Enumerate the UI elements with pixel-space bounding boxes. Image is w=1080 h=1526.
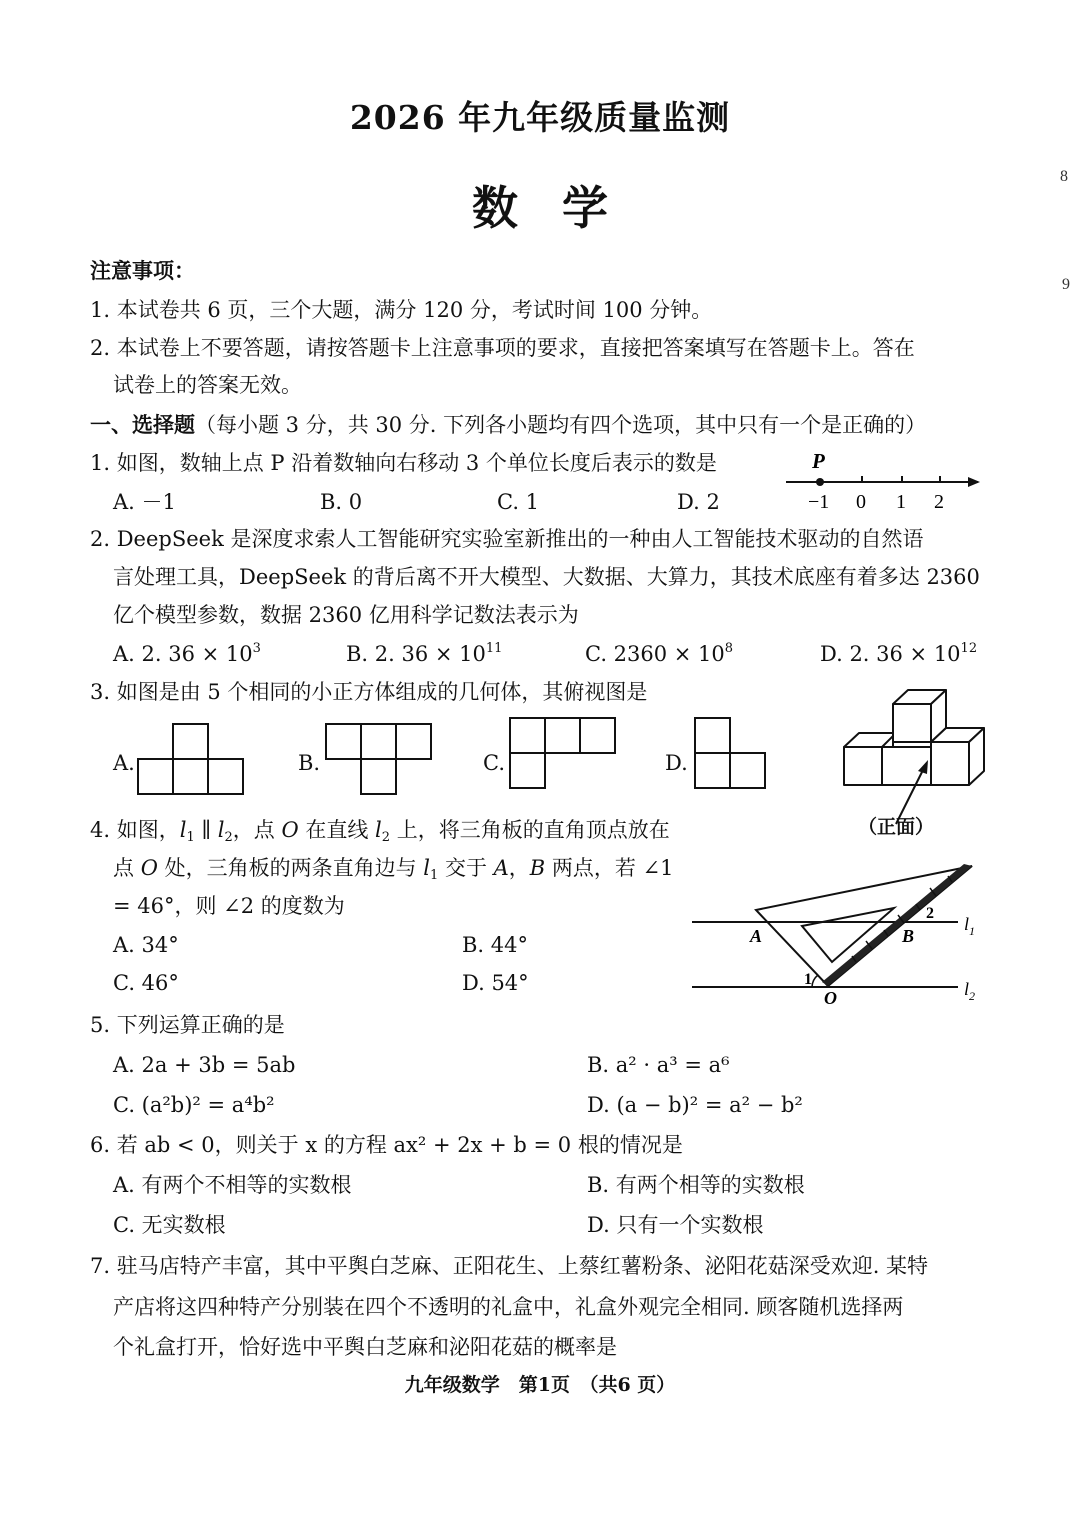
angle-1-label: 1	[804, 971, 812, 988]
question-6-stem: 6. 若 ab < 0，则关于 x 的方程 ax² + 2x + b = 0 根的情况是	[90, 1133, 683, 1157]
q2-option-d: D. 2. $36 \times 10^{12}$	[820, 641, 978, 666]
notice-item: 1. 本试卷共 6 页，三个大题，满分 120 分，考试时间 100 分钟。	[90, 298, 713, 322]
q1-option-b: B. 0	[320, 490, 363, 514]
front-view-label: （正面）	[858, 816, 935, 838]
notice-item: 试卷上的答案无效。	[113, 373, 302, 397]
exam-title: 2026 年九年级质量监测	[349, 98, 731, 137]
q5-option-b: B. a² · a³ = a⁶	[587, 1053, 730, 1077]
subject-title: 数 学	[471, 181, 608, 235]
l2-label: $l_2$	[964, 979, 976, 1003]
q6-option-a: A. 有两个不相等的实数根	[113, 1173, 352, 1197]
q3-option-a-figure	[136, 722, 248, 798]
question-1-stem: 1. 如图，数轴上点 P 沿着数轴向右移动 3 个单位长度后表示的数是	[90, 451, 717, 475]
q3-option-c-label: C.	[483, 751, 505, 775]
q3-option-b-label: B.	[298, 751, 321, 775]
notice-item: 2. 本试卷上不要答题，请按答题卡上注意事项的要求，直接把答案填写在答题卡上。答在	[90, 336, 915, 360]
l1-label: $l_1$	[964, 914, 976, 938]
q5-option-c: C. (a²b)² = a⁴b²	[113, 1093, 275, 1117]
notice-heading: 注意事项：	[90, 258, 195, 283]
q3-option-a-label: A.	[113, 751, 135, 775]
point-p	[816, 478, 824, 486]
q4-option-a: A. 34°	[113, 933, 179, 957]
edge-mark: 8	[1060, 168, 1068, 185]
number-line-figure	[780, 446, 990, 516]
section-title: 一、选择题	[90, 412, 195, 437]
tick-label: 2	[934, 491, 944, 513]
q4-option-b: B. 44°	[462, 933, 529, 957]
q4-option-d: D. 54°	[462, 971, 529, 995]
question-4-line: = 46°，则 ∠2 的度数为	[113, 894, 345, 918]
question-5-stem: 5. 下列运算正确的是	[90, 1013, 285, 1037]
q1-option-d: D. 2	[677, 490, 720, 514]
q2-option-c: C. $2360 \times 10^8$	[585, 641, 734, 666]
tick-label: −1	[808, 491, 830, 513]
q2-option-a: A. 2. $36 \times 10^3$	[113, 641, 261, 666]
point-a-label: A	[750, 926, 763, 946]
q6-option-d: D. 只有一个实数根	[587, 1213, 764, 1237]
q5-option-a: A. 2a + 3b = 5ab	[113, 1053, 296, 1077]
section-heading	[90, 410, 926, 440]
question-7-line: 7. 驻马店特产丰富，其中平舆白芝麻、正阳花生、上蔡红薯粉条、泌阳花菇深受欢迎. 某特	[90, 1254, 929, 1278]
angle-2-label: 2	[926, 905, 934, 922]
q4-option-c: C. 46°	[113, 971, 179, 995]
q2-option-b: B. 2. $36 \times 10^{11}$	[346, 641, 503, 666]
question-2-line: 亿个模型参数，数据 2360 亿用科学记数法表示为	[113, 603, 579, 627]
q6-option-c: C. 无实数根	[113, 1213, 226, 1237]
question-3-stem: 3. 如图是由 5 个相同的小正方体组成的几何体，其俯视图是	[90, 680, 648, 704]
point-p-label: P	[812, 449, 825, 473]
tick-label: 0	[856, 491, 866, 513]
q1-option-c: C. 1	[497, 490, 540, 514]
edge-mark: 9	[1062, 276, 1070, 293]
triangle-ruler	[756, 866, 972, 986]
question-2-line: 2. DeepSeek 是深度求索人工智能研究实验室新推出的一种由人工智能技术驱动的自然语	[90, 527, 924, 551]
q6-option-b: B. 有两个相等的实数根	[587, 1173, 805, 1197]
point-o-label: O	[824, 988, 837, 1008]
q3-option-c-figure	[508, 716, 620, 796]
number-line-arrow	[968, 477, 980, 487]
question-4-line: 点 O 处，三角板的两条直角边与 $l_1$ 交于 A，B 两点，若 ∠1	[113, 856, 674, 883]
q5-option-d: D. (a − b)² = a² − b²	[587, 1093, 803, 1117]
q3-option-d-label: D.	[665, 751, 688, 775]
question-4-line: 4. 如图，$l_1$ ∥ $l_2$，点 O 在直线 $l_2$ 上，将三角板的直角顶点放在	[90, 818, 670, 845]
parallel-lines-triangle-figure	[690, 858, 990, 1010]
q1-option-a: A. －1	[113, 490, 176, 514]
question-7-line: 产店将这四种特产分别装在四个不透明的礼盒中，礼盒外观完全相同. 顾客随机选择两	[113, 1295, 904, 1319]
question-2-line: 言处理工具，DeepSeek 的背后离不开大模型、大数据、大算力，其技术底座有着多达 2360	[113, 565, 980, 589]
question-7-line: 个礼盒打开，恰好选中平舆白芝麻和泌阳花菇的概率是	[113, 1335, 617, 1359]
section-note: （每小题 3 分，共 30 分. 下列各小题均有四个选项，其中只有一个是正确的）	[195, 413, 927, 437]
q3-option-d-figure	[693, 716, 773, 796]
page-footer: 九年级数学 第1页 （共6 页）	[404, 1374, 676, 1396]
q3-option-b-figure	[324, 722, 436, 798]
tick-label: 1	[896, 491, 906, 513]
point-b-label: B	[902, 926, 915, 946]
